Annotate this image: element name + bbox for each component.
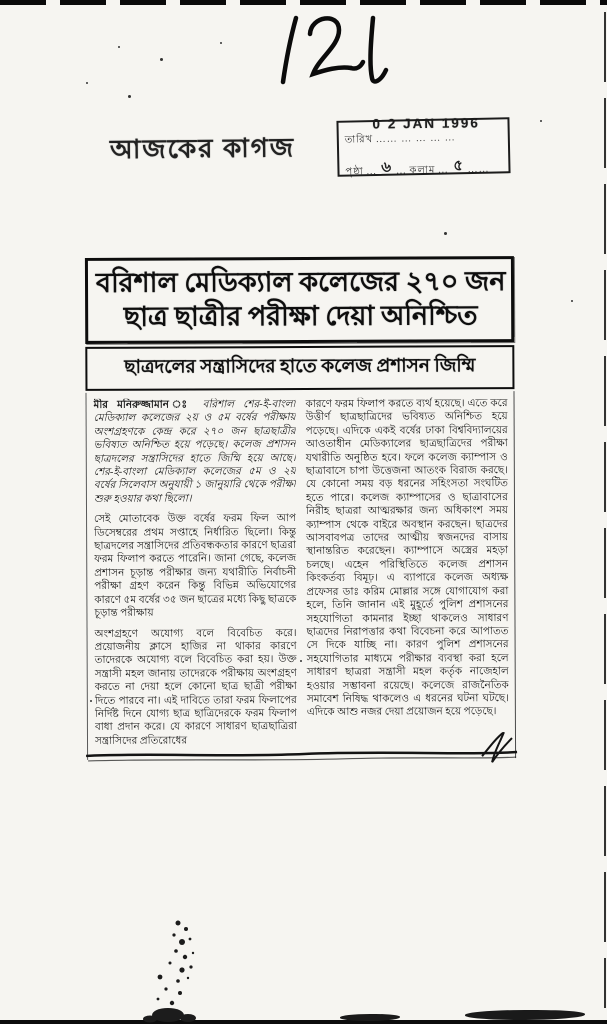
paper-speck: [128, 95, 131, 98]
stamp-date-dots: …… … … … …: [375, 132, 456, 145]
paper-speck: [160, 58, 163, 61]
paper-speck: [444, 232, 447, 235]
stamp-date-label: তারিখ: [344, 134, 374, 146]
paper-speck: [300, 660, 302, 662]
headline-box: [85, 256, 514, 344]
article-paragraph: সেই মোতাবেক উক্ত বর্ষের ফরম ফিল আপ ডিসেম্বরের প্রথম সপ্তাহে নির্ধারিত ছিলো। কিন্তু ছাত্রদলের সন্ত্রাসিদের প্রতিবন্ধকতার কারণে ছাত্ররা ফরম ফিলাপ করতে পারেনি। জানা গেছে, কলেজ প্রশাসন চূড়ান্ত পরীক্ষার জন্য যথারীতি নির্বাচনী পরীক্ষা গ্রহণ করেন কিন্তু বিভিন্ন অভিযোগের কারণে ৫ম বর্ষের ৩৫ জন ছাত্রের মধ্যে কিছু ছাত্রকে চূড়ান্ত পরীক্ষায়: [94, 513, 297, 619]
toner-smudge: [130, 915, 240, 1024]
article-paragraph: অংশগ্রহণে অযোগ্য বলে বিবেচিত করে। প্রয়োজনীয় ক্লাসে হাজির না থাকার কারণে তাদেরকে অযোগ্য বলে বিবেচিত করা হয়। উক্ত সন্ত্রাসী মহল জানায় তাদেরকে পরীক্ষায় অংশগ্রহণ করতে না দেয়া হলে কোনো ছাত্র ছাত্রী পরীক্ষা দিতে পারবে না। এই দাবিতে তারা ফরম ফিলাপের নির্দিষ্ট দিনে যোগ্য ছাত্র ছাত্রিদেরকে ফরম ফিলাপ বাধা প্রদান করে। যে কারণে সাধারণ ছাত্রছাত্রিরা সন্ত্রাসিদের প্রতিরোধের: [94, 627, 297, 747]
headline-line-1: বরিশাল মেডিক্যাল কলেজের ২৭০ জন: [95, 266, 506, 298]
stamp-dots: ……: [467, 163, 490, 176]
paper-speck: [571, 300, 573, 302]
clipping-bottom-underline: [84, 732, 521, 768]
stamp-dots: …: [366, 165, 378, 178]
scan-edge-top: [0, 0, 607, 5]
scan-edge-bottom: [0, 1020, 607, 1024]
paper-speck: [220, 42, 222, 44]
scan-smudge-bottom-right: [465, 1010, 585, 1020]
paper-speck: [86, 82, 88, 84]
stamp-page-row: [345, 147, 503, 176]
stamp-column-label: কলাম: [409, 164, 436, 177]
stamp-column-number: ৫: [452, 157, 464, 175]
reporter-byline: মীর মনিরুজ্জামান ঃ: [93, 399, 203, 411]
article-paragraph: কারণে ফরম ফিলাপ করতে ব্যর্থ হয়েছে। এতে করে উত্তীর্ণ ছাত্রছাত্রিদের ভবিষ্যত অনিশ্চিত হয়ে পড়েছে। এদিকে একই বর্ষের ঢাকা বিশ্ববিদ্যালয়ের আওতাধীন মেডিক্যালের ছাত্রছাত্রিদের পরীক্ষা যথারীতি অনুষ্ঠিত হবে। ফলে কলেজ ক্যাম্পাস ও ছাত্রাবাসে চাপা উত্তেজনা আতংক বিরাজ করছে। যে কোনো সময় বড় ধরনের সহিংসতা সংঘটিত হতে পারে। কলেজ ক্যাম্পাসের ও ছাত্রাবাসের নিরীহ ছাত্ররা আত্মরক্ষার জন্য অধিকাংশ সময় ক্যাম্পাস থেকে বাইরে অবস্থান করছেন। ছাত্রদের আসবাবপত্র তাদের আত্মীয় স্বজনদের বাসায় স্থানান্তরিত করেছেন। ক্যাম্পাসে অস্ত্রের মহড়া চলছে। এহেন পরিস্থিতিতে কলেজ প্রশাসন কিংকর্তব্য বিমূঢ়। এ ব্যাপারে কলেজ অধ্যক্ষ প্রফেসর ডাঃ করিম মোল্লার সঙ্গে যোগাযোগ করা হলে, তিনি জানান এই মুহূর্তে পুলিশ প্রশাসনের সহযোগিতা কামনার ইচ্ছা থাকলেও সাধারণ ছাত্রদের নিরাপত্তার কথা বিবেচনা করে আপাতত সে দিকে যাচ্ছি না। কারণ পুলিশ প্রশাসনের সহযোগিতার মাধ্যমে পরীক্ষার ব্যবস্থা করা হলে সাধারণ ছাত্ররা সন্ত্রাসী মহল কর্তৃক নাজেহাল হওয়ার সম্ভাবনা রয়েছে। কলেজে রাজনৈতিক সমাবেশ নিষিদ্ধ থাকলেও এ ধরনের ঘটনা ঘটছে। এদিকে আশু নজর দেয়া প্রয়োজন হয়ে পড়েছে।: [305, 398, 509, 719]
stamp-dots: …: [437, 164, 449, 176]
stamp-page-number: ৬: [380, 159, 393, 177]
article-body: [85, 391, 516, 760]
paper-speck: [118, 46, 120, 48]
newspaper-masthead: আজকের কাগজ: [109, 133, 296, 165]
handwritten-archive-number: [255, 6, 425, 96]
article-paragraph: [94, 398, 296, 506]
paragraph-text: বরিশাল শের-ই-বাংলা মেডিক্যাল কলেজের ২য় ও ৫ম বর্ষের পরীক্ষায় অংশগ্রহণকে কেন্দ্র করে ২৭০ জন ছাত্রছাত্রীর ভবিষ্যত অনিশ্চিত হয়ে পড়েছে। কলেজ প্রশাসন ছাত্রদলের সন্ত্রাসিদের হাতে জিম্মি হয়ে আছে। শের-ই-বাংলা মেডিক্যাল কলেজের ৫ম ও ২য় বর্ষের সিলেবাস অনুযায়ী ১ জানুয়ারি থেকে পরীক্ষা শুরু হওয়ার কথা ছিলো।: [93, 399, 296, 505]
stamp-page-label: পৃষ্ঠা: [345, 166, 364, 178]
stamp-date-value: 0 2 JAN 1996: [372, 115, 480, 132]
subheadline: ছাত্রদলের সন্ত্রাসিদের হাতে কলেজ প্রশাসন জিম্মি: [124, 356, 476, 378]
paper-speck: [90, 700, 92, 702]
headline-line-2: ছাত্র ছাত্রীর পরীক্ষা দেয়া অনিশ্চিত: [123, 300, 478, 332]
toner-smudge-dots: [130, 915, 240, 1024]
scan-edge-right: [604, 12, 606, 1008]
subheadline-box: [85, 345, 514, 391]
article-column-right: [306, 397, 510, 747]
stamp-dots: …: [395, 165, 408, 177]
stamp-date-row: [344, 115, 503, 150]
newspaper-clipping: [85, 256, 516, 760]
handwriting-121-strokes: [255, 6, 425, 96]
paper-speck: [540, 120, 542, 122]
date-stamp-box: [336, 117, 510, 177]
article-column-left: [94, 398, 298, 748]
